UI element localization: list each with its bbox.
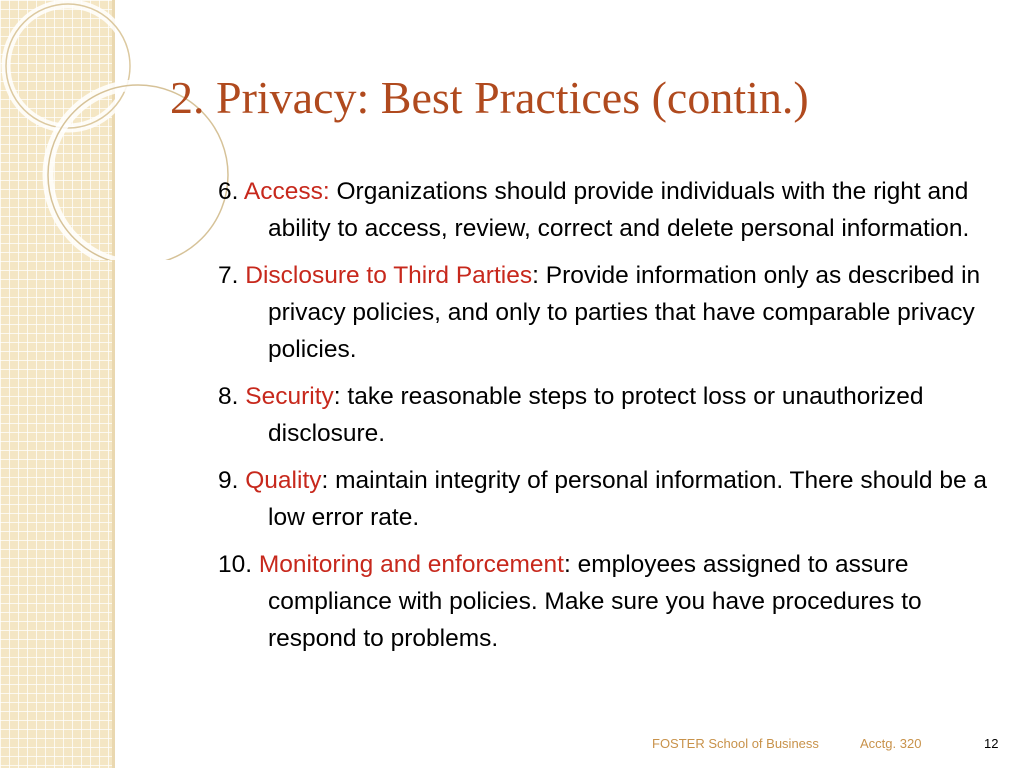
list-item [218, 462, 988, 536]
footer-school: FOSTER School of Business [652, 736, 819, 751]
item-text: employees assigned to assure compliance with policies. Make sure you have procedures to respond to problems. [268, 551, 922, 652]
item-text: maintain integrity of personal information. There should be a low error rate. [268, 467, 988, 531]
item-term: Access: [243, 178, 330, 205]
slide-title: 2. Privacy: Best Practices (contin.) [170, 72, 809, 123]
item-separator: : [532, 262, 539, 289]
item-separator: : [563, 551, 571, 578]
item-number: 6. [218, 178, 239, 205]
footer-course: Acctg. 320 [860, 736, 922, 751]
list-item [218, 257, 988, 368]
page-number: 12 [984, 736, 999, 751]
item-term: Monitoring and enforcement [258, 551, 564, 578]
item-term: Security [245, 383, 334, 410]
item-term: Quality [245, 467, 322, 494]
item-number: 10. [218, 551, 253, 578]
item-number: 9. [218, 467, 239, 494]
item-text: Organizations should provide individuals with the right and ability to access, review, correct and delete personal information. [268, 178, 970, 242]
list-item [218, 378, 988, 452]
item-text: Provide information only as described in privacy policies, and only to parties that have comparable privacy policies. [268, 262, 981, 363]
decorative-rings [0, 0, 240, 260]
slide-footer [0, 736, 1024, 756]
list-item [218, 546, 988, 657]
best-practices-list [218, 173, 988, 667]
list-item [218, 173, 988, 247]
item-number: 8. [218, 383, 239, 410]
item-separator: : [333, 383, 341, 410]
item-number: 7. [218, 262, 239, 289]
item-separator: : [321, 467, 329, 494]
item-term: Disclosure to Third Parties [245, 262, 533, 289]
item-text: take reasonable steps to protect loss or unauthorized disclosure. [268, 383, 924, 447]
